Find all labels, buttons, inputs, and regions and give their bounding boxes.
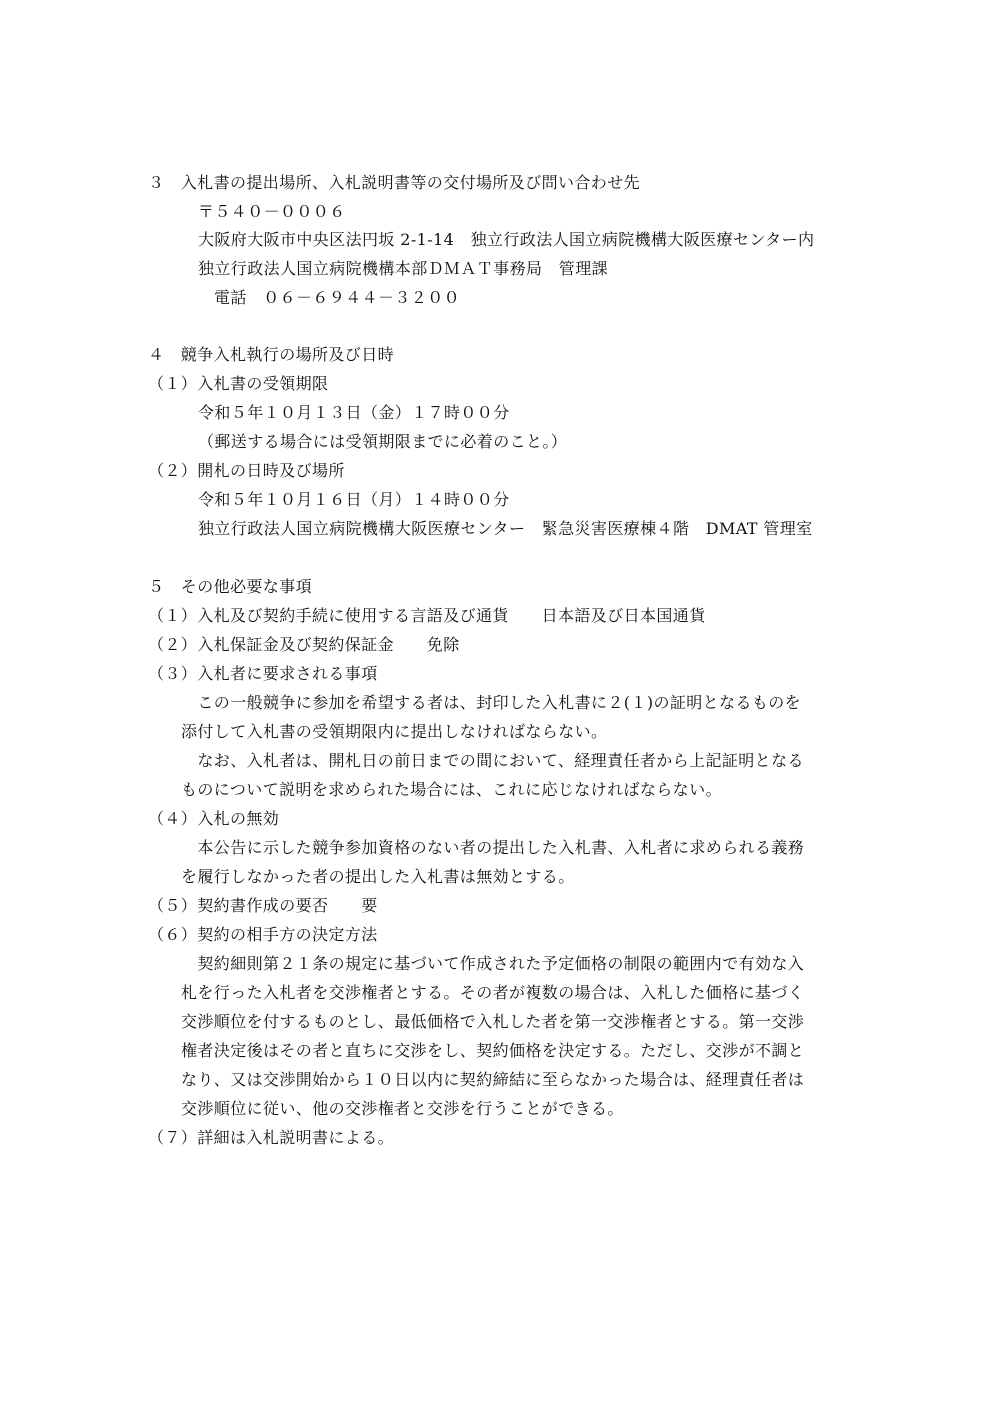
section5-item3-label: （３）入札者に要求される事項 — [148, 664, 378, 683]
section5-item3-line: この一般競争に参加を希望する者は、封印した入札書に２(１)の証明となるものを — [181, 693, 802, 712]
section5-item6-line: なり、又は交渉開始から１０日以内に契約締結に至らなかった場合は、経理責任者は — [181, 1070, 805, 1089]
section4-item1-date: 令和５年１０月１３日（金）１７時００分 — [198, 403, 510, 422]
section5-item6-line: 交渉順位に従い、他の交渉権者と交渉を行うことができる。 — [181, 1099, 624, 1118]
section5-item5: （５）契約書作成の要否 要 — [148, 896, 378, 915]
section4-heading: ４ 競争入札執行の場所及び日時 — [148, 345, 395, 364]
section5-item4-label: （４）入札の無効 — [148, 809, 280, 828]
section4-item2-date: 令和５年１０月１６日（月）１４時００分 — [198, 490, 510, 509]
section4-item1-note: （郵送する場合には受領期限までに必着のこと。） — [198, 432, 568, 451]
section5-item3-line: 添付して入札書の受領期限内に提出しなければならない。 — [181, 722, 608, 741]
postal-code: 〒５４０－０００６ — [198, 202, 346, 221]
section3-heading: ３ 入札書の提出場所、入札説明書等の交付場所及び問い合わせ先 — [148, 173, 641, 192]
section5-item1: （１）入札及び契約手続に使用する言語及び通貨 日本語及び日本国通貨 — [148, 606, 706, 625]
section5-item7: （７）詳細は入札説明書による。 — [148, 1128, 395, 1147]
section5-item6-line: 札を行った入札者を交渉権者とする。その者が複数の場合は、入札した価格に基づく — [181, 983, 805, 1002]
section5-item3-line: なお、入札者は、開札日の前日までの間において、経理責任者から上記証明となる — [181, 751, 804, 770]
section5-item3-line: ものについて説明を求められた場合には、これに応じなければならない。 — [181, 780, 722, 799]
section4-item2-label: （２）開札の日時及び場所 — [148, 461, 345, 480]
section5-item6-label: （６）契約の相手方の決定方法 — [148, 925, 378, 944]
office-name: 独立行政法人国立病院機構本部ＤＭＡＴ事務局 管理課 — [198, 259, 609, 278]
section4-item1-label: （１）入札書の受領期限 — [148, 374, 329, 393]
section5-item6-line: 契約細則第２１条の規定に基づいて作成された予定価格の制限の範囲内で有効な入 — [181, 954, 805, 973]
section4-item2-place: 独立行政法人国立病院機構大阪医療センター 緊急災害医療棟４階 DMAT 管理室 — [198, 519, 813, 538]
section5-item4-line: を履行しなかった者の提出した入札書は無効とする。 — [181, 867, 575, 886]
section5-item4-line: 本公告に示した競争参加資格のない者の提出した入札書、入札者に求められる義務 — [181, 838, 805, 857]
section5-item6-line: 権者決定後はその者と直ちに交渉をし、契約価格を決定する。ただし、交渉が不調と — [181, 1041, 805, 1060]
section5-item2: （２）入札保証金及び契約保証金 免除 — [148, 635, 460, 654]
section5-item6-line: 交渉順位を付するものとし、最低価格で入札した者を第一交渉権者とする。第一交渉 — [181, 1012, 805, 1031]
address: 大阪府大阪市中央区法円坂 2-1-14 独立行政法人国立病院機構大阪医療センター内 — [198, 230, 815, 249]
section5-heading: ５ その他必要な事項 — [148, 577, 313, 596]
phone-number: 電話 ０６－６９４４－３２００ — [214, 288, 461, 307]
